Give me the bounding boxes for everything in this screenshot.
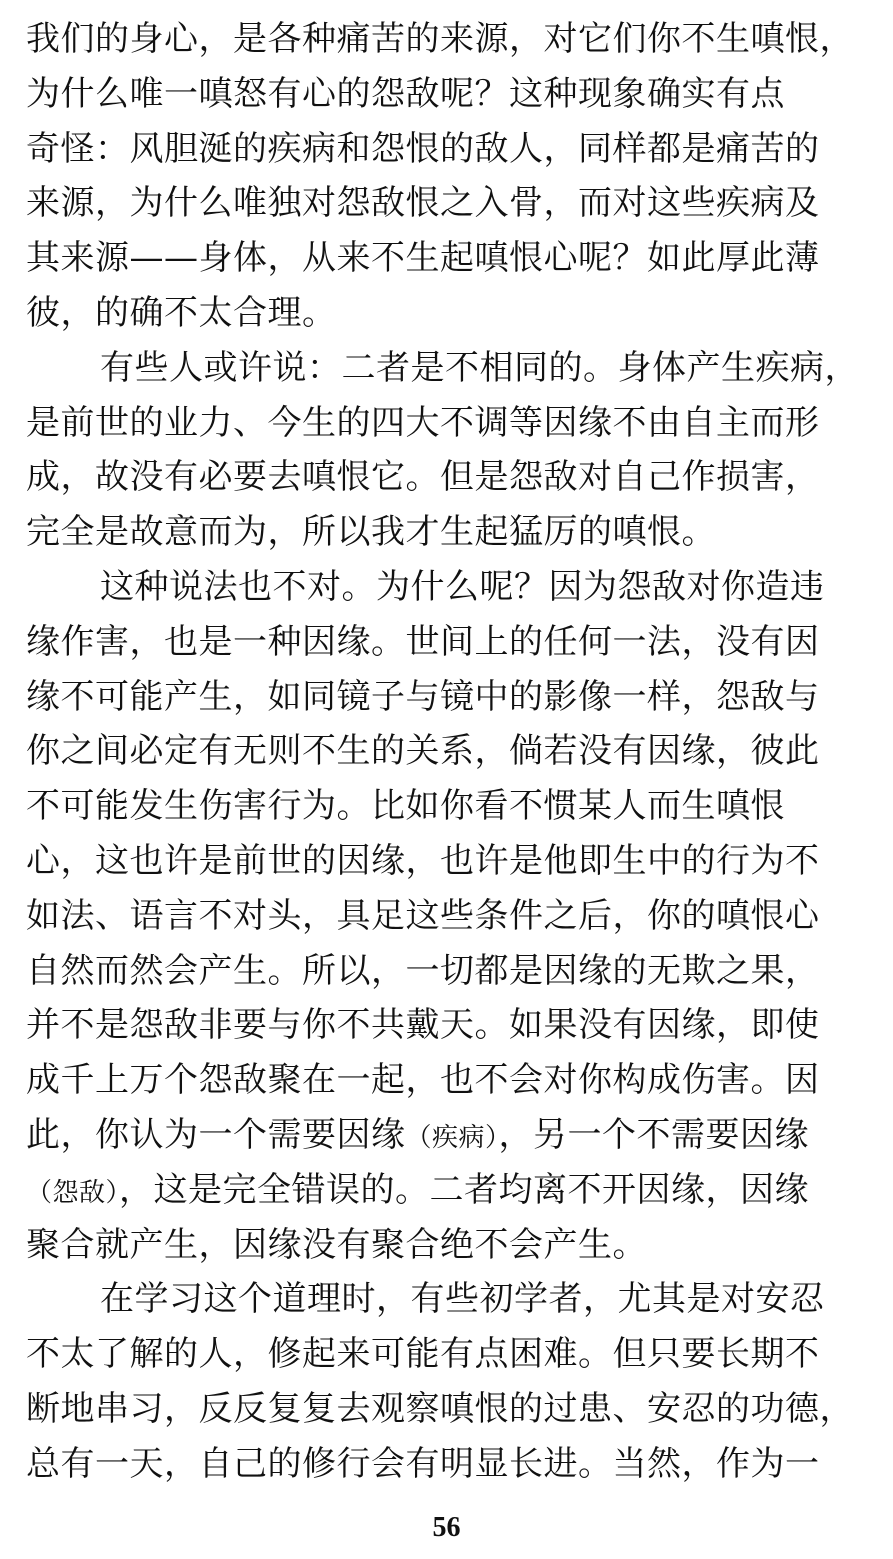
text-line: 成千上万个怨敌聚在一起，也不会对你构成伤害。因 bbox=[26, 1060, 820, 1101]
body-text bbox=[26, 12, 871, 1492]
annotation-note: （怨敌） bbox=[26, 1177, 120, 1208]
text-line: 总有一天，自己的修行会有明显长进。当然，作为一 bbox=[26, 1443, 820, 1484]
text-segment: ，另一个不需要因缘 bbox=[498, 1114, 810, 1155]
text-line: 不太了解的人，修起来可能有点困难。但只要长期不 bbox=[26, 1334, 820, 1375]
annotation-note: （疾病） bbox=[405, 1122, 499, 1153]
paragraph-start-line: 有些人或许说：二者是不相同的。身体产生疾病， bbox=[100, 347, 859, 388]
text-line bbox=[26, 1163, 871, 1218]
text-line: 自然而然会产生。所以，一切都是因缘的无欺之果， bbox=[26, 950, 820, 991]
text-line: 为什么唯一嗔怒有心的怨敌呢？这种现象确实有点 bbox=[26, 73, 785, 114]
page-number: 56 bbox=[432, 1512, 461, 1543]
text-segment: 此，你认为一个需要因缘 bbox=[26, 1114, 406, 1155]
text-line: 其来源——身体，从来不生起嗔恨心呢？如此厚此薄 bbox=[26, 238, 820, 279]
text-line: 奇怪：风胆涎的疾病和怨恨的敌人，同样都是痛苦的 bbox=[26, 128, 820, 169]
text-line: 断地串习，反反复复去观察嗔恨的过患、安忍的功德， bbox=[26, 1388, 854, 1429]
text-line: 成，故没有必要去嗔恨它。但是怨敌对自己作损害， bbox=[26, 457, 820, 498]
text-line: 你之间必定有无则不生的关系，倘若没有因缘，彼此 bbox=[26, 731, 820, 772]
text-line bbox=[26, 1108, 871, 1163]
text-line: 缘不可能产生，如同镜子与镜中的影像一样，怨敌与 bbox=[26, 676, 820, 717]
paragraph-start-line: 这种说法也不对。为什么呢？因为怨敌对你造违 bbox=[100, 566, 825, 607]
text-line: 并不是怨敌非要与你不共戴天。如果没有因缘，即使 bbox=[26, 1005, 820, 1046]
text-line: 缘作害，也是一种因缘。世间上的任何一法，没有因 bbox=[26, 621, 820, 662]
text-line: 如法、语言不对头，具足这些条件之后，你的嗔恨心 bbox=[26, 895, 820, 936]
text-line: 聚合就产生，因缘没有聚合绝不会产生。 bbox=[26, 1224, 647, 1265]
text-line: 心，这也许是前世的因缘，也许是他即生中的行为不 bbox=[26, 840, 820, 881]
text-segment: ，这是完全错误的。二者均离不开因缘，因缘 bbox=[119, 1169, 810, 1210]
text-line: 不可能发生伤害行为。比如你看不惯某人而生嗔恨 bbox=[26, 786, 785, 827]
paragraph-start-line: 在学习这个道理时，有些初学者，尤其是对安忍 bbox=[100, 1279, 825, 1320]
text-line: 来源，为什么唯独对怨敌恨之入骨，而对这些疾病及 bbox=[26, 183, 820, 224]
text-line: 是前世的业力、今生的四大不调等因缘不由自主而形 bbox=[26, 402, 820, 443]
text-line: 完全是故意而为，所以我才生起猛厉的嗔恨。 bbox=[26, 512, 716, 553]
text-line: 彼，的确不太合理。 bbox=[26, 292, 337, 333]
text-line: 我们的身心，是各种痛苦的来源，对它们你不生嗔恨， bbox=[26, 19, 854, 59]
